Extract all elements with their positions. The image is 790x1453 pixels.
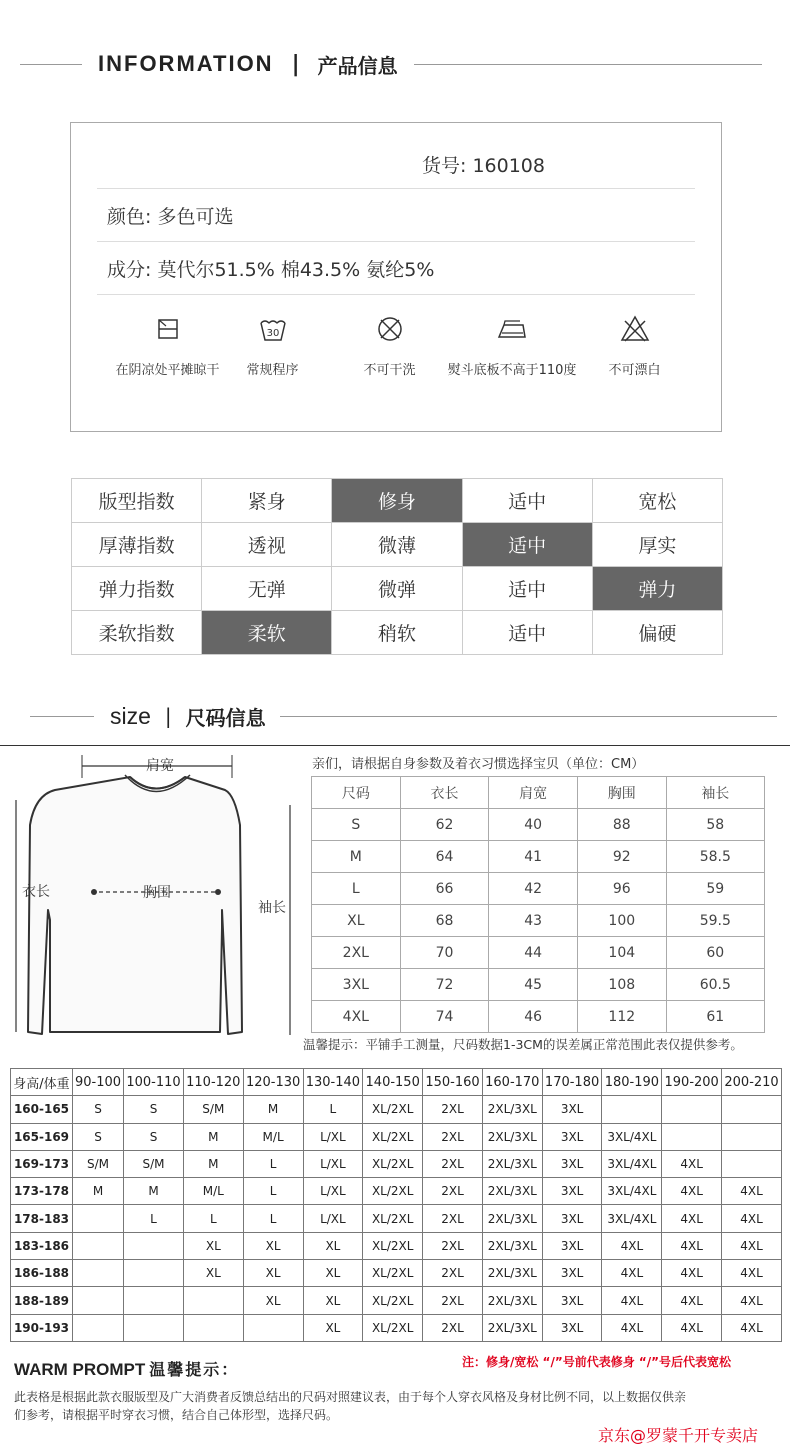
no-dry-clean-icon	[374, 313, 406, 345]
rec-size-cell	[602, 1096, 662, 1123]
size-header-cell: 衣长	[400, 777, 489, 809]
rec-size-cell	[183, 1287, 243, 1314]
rec-size-cell: XL/2XL	[363, 1232, 423, 1259]
warm-title-en: WARM PROMPT	[14, 1360, 146, 1379]
rec-size-cell	[72, 1314, 123, 1341]
care-label: 常规程序	[246, 363, 299, 378]
material-value: 成分: 莫代尔51.5% 棉43.5% 氨纶5%	[107, 258, 435, 281]
rec-size-cell: XL/2XL	[363, 1287, 423, 1314]
index-option: 微薄	[332, 523, 462, 567]
size-header-cell: 尺码	[312, 777, 401, 809]
index-option: 柔软	[202, 611, 332, 655]
rec-row	[11, 1205, 782, 1232]
rec-size-cell: 3XL	[542, 1178, 602, 1205]
size-header-row	[312, 777, 765, 809]
shoulder-label: 肩宽	[146, 758, 174, 774]
index-option: 宽松	[592, 479, 722, 523]
rec-size-cell: XL/2XL	[363, 1178, 423, 1205]
length-label: 衣长	[22, 884, 50, 900]
rec-size-cell: 2XL/3XL	[482, 1178, 542, 1205]
rec-height-cell: 160-165	[11, 1096, 73, 1123]
size-cell: 2XL	[312, 937, 401, 969]
index-option: 透视	[202, 523, 332, 567]
rec-size-cell: 3XL	[542, 1232, 602, 1259]
rec-size-cell: S	[72, 1123, 123, 1150]
size-cell: 61	[666, 1001, 764, 1033]
rec-size-cell: 2XL/3XL	[482, 1287, 542, 1314]
index-option: 适中	[462, 479, 592, 523]
size-recommendation-table	[10, 1068, 782, 1342]
rec-size-cell	[243, 1314, 303, 1341]
rec-size-cell: 4XL	[662, 1232, 722, 1259]
size-cell: 3XL	[312, 969, 401, 1001]
warm-prompt-title	[14, 1357, 239, 1380]
rec-size-cell: 2XL/3XL	[482, 1150, 542, 1177]
rec-header-cell: 140-150	[363, 1069, 423, 1096]
size-cell: 100	[577, 905, 666, 937]
rec-size-cell: S/M	[124, 1150, 184, 1177]
rec-size-cell: S/M	[183, 1096, 243, 1123]
fit-note: 注：修身/宽松 “/”号前代表修身 “/”号后代表宽松	[462, 1355, 732, 1369]
store-watermark: 京东@罗蒙千开专卖店	[598, 1426, 759, 1445]
index-row	[72, 479, 723, 523]
size-row	[312, 1001, 765, 1033]
rec-size-cell: 2XL	[423, 1232, 483, 1259]
rec-size-cell: S	[124, 1123, 184, 1150]
rec-size-cell	[183, 1314, 243, 1341]
care-label: 在阴凉处平摊晾干	[115, 363, 220, 378]
rec-size-cell: XL	[183, 1232, 243, 1259]
rec-size-cell: L	[243, 1205, 303, 1232]
size-cell: 44	[489, 937, 578, 969]
rec-size-cell	[722, 1150, 782, 1177]
rec-size-cell: 4XL	[662, 1150, 722, 1177]
size-row	[312, 809, 765, 841]
size-title-en: size	[110, 702, 151, 729]
material-row	[97, 242, 695, 295]
rec-size-cell	[72, 1287, 123, 1314]
rec-size-cell: L	[243, 1178, 303, 1205]
shade-dry-icon	[152, 313, 184, 345]
rec-size-cell: M	[183, 1123, 243, 1150]
sleeve-label: 袖长	[258, 900, 286, 916]
index-name: 弹力指数	[72, 567, 202, 611]
rec-size-cell: XL	[183, 1260, 243, 1287]
size-cell: 43	[489, 905, 578, 937]
size-cell: 66	[400, 873, 489, 905]
size-cell: 60.5	[666, 969, 764, 1001]
rec-row	[11, 1178, 782, 1205]
rec-size-cell: L/XL	[303, 1150, 363, 1177]
index-name: 柔软指数	[72, 611, 202, 655]
size-cell: 104	[577, 937, 666, 969]
rec-row	[11, 1096, 782, 1123]
rec-size-cell: 2XL	[423, 1178, 483, 1205]
rec-header-cell: 200-210	[722, 1069, 782, 1096]
sweater-diagram	[10, 750, 300, 1050]
size-cell: 74	[400, 1001, 489, 1033]
rec-size-cell: 2XL	[423, 1096, 483, 1123]
size-row	[312, 937, 765, 969]
index-option: 厚实	[592, 523, 722, 567]
rec-size-cell: L	[183, 1205, 243, 1232]
rec-size-cell	[662, 1096, 722, 1123]
rec-size-cell: M/L	[183, 1178, 243, 1205]
product-info-box	[70, 122, 722, 432]
size-section-header	[0, 702, 790, 730]
rec-header-cell: 160-170	[482, 1069, 542, 1096]
warm-title-zh: 温馨提示：	[149, 1360, 240, 1379]
warm-text-line1: 此表格是根据此款衣服版型及广大消费者反馈总结出的尺码对照建议表，由于每个人穿衣风格及身材比例不同，以上数据仅供亲	[14, 1390, 687, 1404]
info-title-en: INFORMATION	[98, 51, 274, 76]
rec-header-cell: 180-190	[602, 1069, 662, 1096]
size-cell: 45	[489, 969, 578, 1001]
size-table	[311, 776, 765, 1033]
size-note: 亲们，请根据自身参数及着衣习惯选择宝贝（单位：CM）	[312, 757, 645, 772]
rec-size-cell: 3XL	[542, 1260, 602, 1287]
rec-size-cell: XL	[243, 1287, 303, 1314]
rec-size-cell: XL	[303, 1314, 363, 1341]
rec-size-cell: M	[72, 1178, 123, 1205]
rec-size-cell: L	[124, 1205, 184, 1232]
rec-size-cell	[124, 1260, 184, 1287]
color-row	[97, 189, 695, 242]
rec-size-cell: XL	[303, 1232, 363, 1259]
rec-height-cell: 188-189	[11, 1287, 73, 1314]
divider	[280, 716, 777, 717]
rec-size-cell: S/M	[72, 1150, 123, 1177]
index-option: 微弹	[332, 567, 462, 611]
divider	[20, 64, 82, 65]
care-label: 熨斗底板不高于110度	[447, 363, 577, 378]
rec-row	[11, 1260, 782, 1287]
index-row	[72, 523, 723, 567]
size-cell: 59.5	[666, 905, 764, 937]
rec-size-cell: XL	[303, 1260, 363, 1287]
rec-header-cell: 190-200	[662, 1069, 722, 1096]
rec-size-cell: 4XL	[602, 1232, 662, 1259]
rec-size-cell: XL	[303, 1287, 363, 1314]
rec-row	[11, 1287, 782, 1314]
rec-size-cell	[124, 1287, 184, 1314]
care-label: 不可干洗	[363, 363, 416, 378]
rec-size-cell: 2XL/3XL	[482, 1232, 542, 1259]
index-name: 版型指数	[72, 479, 202, 523]
rec-size-cell: 3XL	[542, 1287, 602, 1314]
rec-size-cell	[124, 1232, 184, 1259]
chest-dot	[215, 889, 221, 895]
size-cell: 64	[400, 841, 489, 873]
rec-size-cell: 2XL/3XL	[482, 1123, 542, 1150]
care-item	[220, 313, 325, 378]
rec-size-cell: M	[183, 1150, 243, 1177]
rec-size-cell: 2XL	[423, 1314, 483, 1341]
rec-header-cell: 110-120	[183, 1069, 243, 1096]
rec-size-cell: 4XL	[722, 1314, 782, 1341]
size-cell: M	[312, 841, 401, 873]
size-row	[312, 969, 765, 1001]
sweater-outline	[28, 777, 242, 1034]
rec-size-cell	[722, 1123, 782, 1150]
rec-size-cell: 2XL/3XL	[482, 1205, 542, 1232]
size-cell: 96	[577, 873, 666, 905]
size-cell: 4XL	[312, 1001, 401, 1033]
rec-size-cell: XL/2XL	[363, 1314, 423, 1341]
size-cell: 62	[400, 809, 489, 841]
rec-header-cell: 100-110	[124, 1069, 184, 1096]
rec-size-cell: L	[303, 1096, 363, 1123]
wash-30-icon	[257, 313, 289, 345]
divider	[30, 716, 94, 717]
no-bleach-icon	[619, 313, 651, 345]
measure-tip: 温馨提示：平铺手工测量，尺码数据1-3CM的误差属正常范围此表仅提供参考。	[303, 1037, 743, 1052]
rec-size-cell: 2XL	[423, 1287, 483, 1314]
divider	[414, 64, 762, 65]
rec-height-cell: 169-173	[11, 1150, 73, 1177]
index-row	[72, 567, 723, 611]
rec-size-cell: S	[124, 1096, 184, 1123]
size-header-cell: 肩宽	[489, 777, 578, 809]
size-cell: S	[312, 809, 401, 841]
rec-size-cell	[72, 1232, 123, 1259]
rec-row	[11, 1232, 782, 1259]
rec-size-cell: 2XL/3XL	[482, 1260, 542, 1287]
index-option: 弹力	[592, 567, 722, 611]
rec-size-cell: L/XL	[303, 1178, 363, 1205]
rec-size-cell: 2XL	[423, 1150, 483, 1177]
size-cell: 70	[400, 937, 489, 969]
size-cell: 112	[577, 1001, 666, 1033]
info-section-header	[0, 50, 790, 78]
rec-size-cell: XL	[243, 1260, 303, 1287]
index-option: 适中	[462, 611, 592, 655]
size-header-cell: 胸围	[577, 777, 666, 809]
rec-header-cell: 身高/体重	[11, 1069, 73, 1096]
size-title-zh: 尺码信息	[185, 705, 266, 730]
warm-text-line2: 们参考，请根据平时穿衣习惯，结合自己体形型，选择尺码。	[14, 1408, 339, 1422]
info-title-zh: 产品信息	[317, 53, 398, 78]
item-number: 货号: 160108	[422, 155, 545, 177]
item-number-row	[97, 141, 695, 189]
rec-size-cell: 3XL/4XL	[602, 1123, 662, 1150]
index-row	[72, 611, 723, 655]
index-option: 无弹	[202, 567, 332, 611]
rec-size-cell: 4XL	[722, 1287, 782, 1314]
rec-row	[11, 1314, 782, 1341]
title-separator: |	[291, 51, 300, 77]
rec-row	[11, 1150, 782, 1177]
rec-size-cell: M/L	[243, 1123, 303, 1150]
rec-size-cell: 2XL	[423, 1205, 483, 1232]
rec-height-cell: 165-169	[11, 1123, 73, 1150]
title-separator: |	[164, 704, 172, 728]
rec-header-row	[11, 1069, 782, 1096]
rec-size-cell: XL/2XL	[363, 1205, 423, 1232]
size-row	[312, 841, 765, 873]
care-item	[582, 313, 687, 378]
rec-size-cell: 4XL	[722, 1178, 782, 1205]
rec-header-cell: 150-160	[423, 1069, 483, 1096]
size-cell: 68	[400, 905, 489, 937]
rec-height-cell: 190-193	[11, 1314, 73, 1341]
rec-header-cell: 120-130	[243, 1069, 303, 1096]
size-row	[312, 873, 765, 905]
size-cell: 58.5	[666, 841, 764, 873]
rec-size-cell: XL/2XL	[363, 1123, 423, 1150]
rec-size-cell: 3XL/4XL	[602, 1205, 662, 1232]
chest-dot	[91, 889, 97, 895]
rec-height-cell: 186-188	[11, 1260, 73, 1287]
rec-size-cell: XL/2XL	[363, 1150, 423, 1177]
rec-size-cell: 2XL/3XL	[482, 1096, 542, 1123]
rec-size-cell: 3XL	[542, 1096, 602, 1123]
index-option: 稍软	[332, 611, 462, 655]
size-header-cell: 袖长	[666, 777, 764, 809]
rec-size-cell	[72, 1205, 123, 1232]
chest-label: 胸围	[143, 885, 171, 901]
rec-header-cell: 90-100	[72, 1069, 123, 1096]
care-item	[115, 313, 220, 378]
rec-size-cell: 4XL	[662, 1205, 722, 1232]
rec-size-cell: 2XL	[423, 1123, 483, 1150]
fit-index-table	[71, 478, 723, 655]
size-cell: 88	[577, 809, 666, 841]
index-option: 修身	[332, 479, 462, 523]
rec-size-cell: XL/2XL	[363, 1096, 423, 1123]
rec-height-cell: 173-178	[11, 1178, 73, 1205]
care-item	[337, 313, 442, 378]
rec-size-cell: M	[124, 1178, 184, 1205]
index-option: 适中	[462, 567, 592, 611]
size-cell: 58	[666, 809, 764, 841]
rec-size-cell: 4XL	[662, 1314, 722, 1341]
rec-size-cell: 4XL	[722, 1232, 782, 1259]
size-cell: 108	[577, 969, 666, 1001]
rec-size-cell: 3XL	[542, 1123, 602, 1150]
size-cell: 40	[489, 809, 578, 841]
rec-size-cell: 4XL	[722, 1205, 782, 1232]
size-cell: 41	[489, 841, 578, 873]
rec-size-cell: 4XL	[602, 1287, 662, 1314]
care-item	[442, 313, 582, 378]
size-cell: 59	[666, 873, 764, 905]
rec-size-cell: S	[72, 1096, 123, 1123]
index-name: 厚薄指数	[72, 523, 202, 567]
rec-size-cell: 2XL	[423, 1260, 483, 1287]
care-icons-row	[91, 313, 701, 378]
iron-110-icon	[496, 313, 528, 345]
rec-header-cell: 170-180	[542, 1069, 602, 1096]
rec-size-cell	[72, 1260, 123, 1287]
rec-size-cell: 4XL	[602, 1314, 662, 1341]
rec-size-cell: 3XL	[542, 1150, 602, 1177]
size-row	[312, 905, 765, 937]
rec-size-cell: L/XL	[303, 1123, 363, 1150]
rec-size-cell: XL	[243, 1232, 303, 1259]
rec-size-cell: L	[243, 1150, 303, 1177]
rec-size-cell: 3XL	[542, 1314, 602, 1341]
rec-size-cell: 4XL	[662, 1287, 722, 1314]
rec-size-cell: L/XL	[303, 1205, 363, 1232]
rec-row	[11, 1123, 782, 1150]
rec-size-cell: M	[243, 1096, 303, 1123]
rec-header-cell: 130-140	[303, 1069, 363, 1096]
rec-size-cell: 4XL	[602, 1260, 662, 1287]
rec-size-cell: 3XL	[542, 1205, 602, 1232]
svg-text:30: 30	[266, 328, 279, 339]
rec-size-cell: 2XL/3XL	[482, 1314, 542, 1341]
size-cell: 60	[666, 937, 764, 969]
size-cell: 72	[400, 969, 489, 1001]
divider	[0, 745, 790, 746]
care-label: 不可漂白	[608, 363, 661, 378]
rec-height-cell: 178-183	[11, 1205, 73, 1232]
rec-size-cell: 4XL	[722, 1260, 782, 1287]
rec-size-cell: 3XL/4XL	[602, 1178, 662, 1205]
rec-size-cell: 3XL/4XL	[602, 1150, 662, 1177]
size-cell: 92	[577, 841, 666, 873]
index-option: 适中	[462, 523, 592, 567]
rec-size-cell	[662, 1123, 722, 1150]
size-cell: 42	[489, 873, 578, 905]
rec-size-cell: XL/2XL	[363, 1260, 423, 1287]
index-option: 紧身	[202, 479, 332, 523]
size-cell: XL	[312, 905, 401, 937]
color-value: 颜色: 多色可选	[107, 205, 234, 228]
size-cell: L	[312, 873, 401, 905]
rec-size-cell: 4XL	[662, 1260, 722, 1287]
rec-size-cell: 4XL	[662, 1178, 722, 1205]
rec-size-cell	[124, 1314, 184, 1341]
size-cell: 46	[489, 1001, 578, 1033]
rec-size-cell	[722, 1096, 782, 1123]
rec-height-cell: 183-186	[11, 1232, 73, 1259]
index-option: 偏硬	[592, 611, 722, 655]
